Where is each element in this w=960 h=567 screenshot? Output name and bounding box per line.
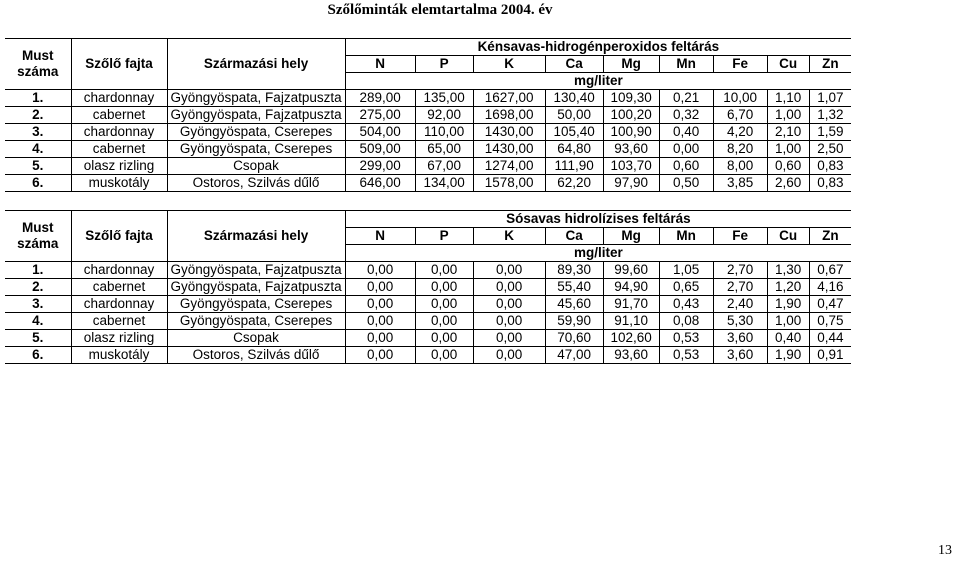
value-cell: 130,40 <box>545 90 603 107</box>
value-cell: 0,00 <box>345 330 415 347</box>
grape-variety: olasz rizling <box>71 158 167 175</box>
value-cell: 2,40 <box>713 296 767 313</box>
value-cell: 70,60 <box>545 330 603 347</box>
hely-header: Származási hely <box>167 39 345 90</box>
grape-variety: muskotály <box>71 175 167 192</box>
value-cell: 2,10 <box>767 124 809 141</box>
value-cell: 102,60 <box>603 330 659 347</box>
table-row <box>5 175 851 192</box>
value-cell: 0,00 <box>415 296 473 313</box>
must-header: Must száma <box>5 211 71 262</box>
value-cell: 3,60 <box>713 330 767 347</box>
value-cell: 1,00 <box>767 107 809 124</box>
element-header-mg: Mg <box>603 228 659 245</box>
value-cell: 0,00 <box>415 262 473 279</box>
value-cell: 0,75 <box>809 313 851 330</box>
value-cell: 0,08 <box>659 313 713 330</box>
element-header-k: K <box>473 56 545 73</box>
value-cell: 3,85 <box>713 175 767 192</box>
element-header-n: N <box>345 56 415 73</box>
value-cell: 91,70 <box>603 296 659 313</box>
row-number: 3. <box>5 124 71 141</box>
value-cell: 109,30 <box>603 90 659 107</box>
table-row <box>5 347 851 364</box>
grape-variety: olasz rizling <box>71 330 167 347</box>
value-cell: 0,00 <box>345 279 415 296</box>
value-cell: 93,60 <box>603 141 659 158</box>
value-cell: 1,05 <box>659 262 713 279</box>
origin: Csopak <box>167 330 345 347</box>
table-row <box>5 262 851 279</box>
element-header-k: K <box>473 228 545 245</box>
value-cell: 135,00 <box>415 90 473 107</box>
value-cell: 0,67 <box>809 262 851 279</box>
value-cell: 0,00 <box>659 141 713 158</box>
value-cell: 62,20 <box>545 175 603 192</box>
value-cell: 1430,00 <box>473 141 545 158</box>
element-header-mn: Mn <box>659 228 713 245</box>
value-cell: 4,20 <box>713 124 767 141</box>
row-number: 4. <box>5 141 71 158</box>
element-header-cu: Cu <box>767 228 809 245</box>
value-cell: 1,90 <box>767 347 809 364</box>
element-header-mg: Mg <box>603 56 659 73</box>
value-cell: 0,83 <box>809 158 851 175</box>
value-cell: 67,00 <box>415 158 473 175</box>
value-cell: 0,21 <box>659 90 713 107</box>
origin: Gyöngyöspata, Cserepes <box>167 124 345 141</box>
value-cell: 111,90 <box>545 158 603 175</box>
method-heading: Kénsavas-hidrogénperoxidos feltárás <box>345 39 851 56</box>
table-row <box>5 141 851 158</box>
row-number: 5. <box>5 330 71 347</box>
row-number: 1. <box>5 90 71 107</box>
value-cell: 1,00 <box>767 313 809 330</box>
value-cell: 0,00 <box>415 347 473 364</box>
row-number: 2. <box>5 279 71 296</box>
fajta-header: Szőlő fajta <box>71 39 167 90</box>
value-cell: 0,40 <box>659 124 713 141</box>
table-row <box>5 107 851 124</box>
element-header-n: N <box>345 228 415 245</box>
fajta-header: Szőlő fajta <box>71 211 167 262</box>
grape-variety: cabernet <box>71 107 167 124</box>
table-row <box>5 90 851 107</box>
value-cell: 1,30 <box>767 262 809 279</box>
value-cell: 2,50 <box>809 141 851 158</box>
value-cell: 0,00 <box>473 262 545 279</box>
value-cell: 59,90 <box>545 313 603 330</box>
value-cell: 275,00 <box>345 107 415 124</box>
value-cell: 92,00 <box>415 107 473 124</box>
value-cell: 0,60 <box>659 158 713 175</box>
row-number: 1. <box>5 262 71 279</box>
value-cell: 45,60 <box>545 296 603 313</box>
value-cell: 91,10 <box>603 313 659 330</box>
value-cell: 94,90 <box>603 279 659 296</box>
value-cell: 1,59 <box>809 124 851 141</box>
table-row <box>5 124 851 141</box>
origin: Csopak <box>167 158 345 175</box>
value-cell: 0,83 <box>809 175 851 192</box>
origin: Gyöngyöspata, Fajzatpuszta <box>167 107 345 124</box>
value-cell: 0,50 <box>659 175 713 192</box>
value-cell: 0,00 <box>415 279 473 296</box>
value-cell: 1274,00 <box>473 158 545 175</box>
origin: Ostoros, Szilvás dűlő <box>167 175 345 192</box>
value-cell: 5,30 <box>713 313 767 330</box>
value-cell: 97,90 <box>603 175 659 192</box>
value-cell: 3,60 <box>713 347 767 364</box>
table-row <box>5 158 851 175</box>
table-row <box>5 330 851 347</box>
value-cell: 0,40 <box>767 330 809 347</box>
value-cell: 10,00 <box>713 90 767 107</box>
value-cell: 50,00 <box>545 107 603 124</box>
value-cell: 1,10 <box>767 90 809 107</box>
hely-header: Származási hely <box>167 211 345 262</box>
table-row <box>5 279 851 296</box>
origin: Gyöngyöspata, Cserepes <box>167 313 345 330</box>
value-cell: 0,00 <box>473 347 545 364</box>
value-cell: 99,60 <box>603 262 659 279</box>
row-number: 2. <box>5 107 71 124</box>
page-number: 13 <box>938 543 952 558</box>
value-cell: 0,00 <box>473 330 545 347</box>
value-cell: 0,00 <box>345 262 415 279</box>
grape-variety: chardonnay <box>71 124 167 141</box>
value-cell: 0,00 <box>473 279 545 296</box>
value-cell: 2,60 <box>767 175 809 192</box>
value-cell: 0,00 <box>345 313 415 330</box>
value-cell: 1578,00 <box>473 175 545 192</box>
value-cell: 1,00 <box>767 141 809 158</box>
value-cell: 100,90 <box>603 124 659 141</box>
origin: Gyöngyöspata, Cserepes <box>167 296 345 313</box>
value-cell: 504,00 <box>345 124 415 141</box>
grape-variety: cabernet <box>71 141 167 158</box>
value-cell: 89,30 <box>545 262 603 279</box>
element-header-fe: Fe <box>713 228 767 245</box>
value-cell: 0,53 <box>659 330 713 347</box>
element-header-p: P <box>415 56 473 73</box>
value-cell: 0,47 <box>809 296 851 313</box>
value-cell: 4,16 <box>809 279 851 296</box>
value-cell: 0,00 <box>473 296 545 313</box>
value-cell: 0,00 <box>345 296 415 313</box>
value-cell: 0,43 <box>659 296 713 313</box>
value-cell: 8,20 <box>713 141 767 158</box>
value-cell: 0,91 <box>809 347 851 364</box>
value-cell: 65,00 <box>415 141 473 158</box>
row-number: 4. <box>5 313 71 330</box>
value-cell: 0,60 <box>767 158 809 175</box>
value-cell: 509,00 <box>345 141 415 158</box>
element-header-cu: Cu <box>767 56 809 73</box>
element-header-ca: Ca <box>545 56 603 73</box>
row-number: 6. <box>5 347 71 364</box>
value-cell: 1627,00 <box>473 90 545 107</box>
table-kensavas <box>5 38 851 192</box>
value-cell: 1430,00 <box>473 124 545 141</box>
grape-variety: cabernet <box>71 279 167 296</box>
value-cell: 1,90 <box>767 296 809 313</box>
element-header-ca: Ca <box>545 228 603 245</box>
origin: Gyöngyöspata, Fajzatpuszta <box>167 262 345 279</box>
grape-variety: muskotály <box>71 347 167 364</box>
value-cell: 0,53 <box>659 347 713 364</box>
row-number: 6. <box>5 175 71 192</box>
value-cell: 0,00 <box>345 347 415 364</box>
value-cell: 1,20 <box>767 279 809 296</box>
value-cell: 1,32 <box>809 107 851 124</box>
value-cell: 646,00 <box>345 175 415 192</box>
value-cell: 134,00 <box>415 175 473 192</box>
origin: Ostoros, Szilvás dűlő <box>167 347 345 364</box>
page-title: Szőlőminták elemtartalma 2004. év <box>327 2 553 18</box>
value-cell: 2,70 <box>713 279 767 296</box>
grape-variety: chardonnay <box>71 262 167 279</box>
value-cell: 105,40 <box>545 124 603 141</box>
unit-header: mg/liter <box>345 245 851 262</box>
origin: Gyöngyöspata, Fajzatpuszta <box>167 279 345 296</box>
element-header-zn: Zn <box>809 56 851 73</box>
element-header-mn: Mn <box>659 56 713 73</box>
row-number: 3. <box>5 296 71 313</box>
value-cell: 93,60 <box>603 347 659 364</box>
grape-variety: chardonnay <box>71 90 167 107</box>
grape-variety: cabernet <box>71 313 167 330</box>
grape-variety: chardonnay <box>71 296 167 313</box>
value-cell: 289,00 <box>345 90 415 107</box>
value-cell: 100,20 <box>603 107 659 124</box>
value-cell: 0,00 <box>473 313 545 330</box>
value-cell: 2,70 <box>713 262 767 279</box>
table-row <box>5 313 851 330</box>
must-header: Must száma <box>5 39 71 90</box>
value-cell: 110,00 <box>415 124 473 141</box>
value-cell: 55,40 <box>545 279 603 296</box>
value-cell: 1698,00 <box>473 107 545 124</box>
method-heading: Sósavas hidrolízises feltárás <box>345 211 851 228</box>
value-cell: 103,70 <box>603 158 659 175</box>
unit-header: mg/liter <box>345 73 851 90</box>
origin: Gyöngyöspata, Fajzatpuszta <box>167 90 345 107</box>
value-cell: 0,65 <box>659 279 713 296</box>
element-header-zn: Zn <box>809 228 851 245</box>
value-cell: 0,44 <box>809 330 851 347</box>
table-sosavas <box>5 210 851 364</box>
value-cell: 1,07 <box>809 90 851 107</box>
value-cell: 299,00 <box>345 158 415 175</box>
row-number: 5. <box>5 158 71 175</box>
element-header-fe: Fe <box>713 56 767 73</box>
value-cell: 8,00 <box>713 158 767 175</box>
value-cell: 0,32 <box>659 107 713 124</box>
value-cell: 0,00 <box>415 330 473 347</box>
element-header-p: P <box>415 228 473 245</box>
table-row <box>5 296 851 313</box>
value-cell: 0,00 <box>415 313 473 330</box>
origin: Gyöngyöspata, Cserepes <box>167 141 345 158</box>
value-cell: 64,80 <box>545 141 603 158</box>
value-cell: 47,00 <box>545 347 603 364</box>
value-cell: 6,70 <box>713 107 767 124</box>
